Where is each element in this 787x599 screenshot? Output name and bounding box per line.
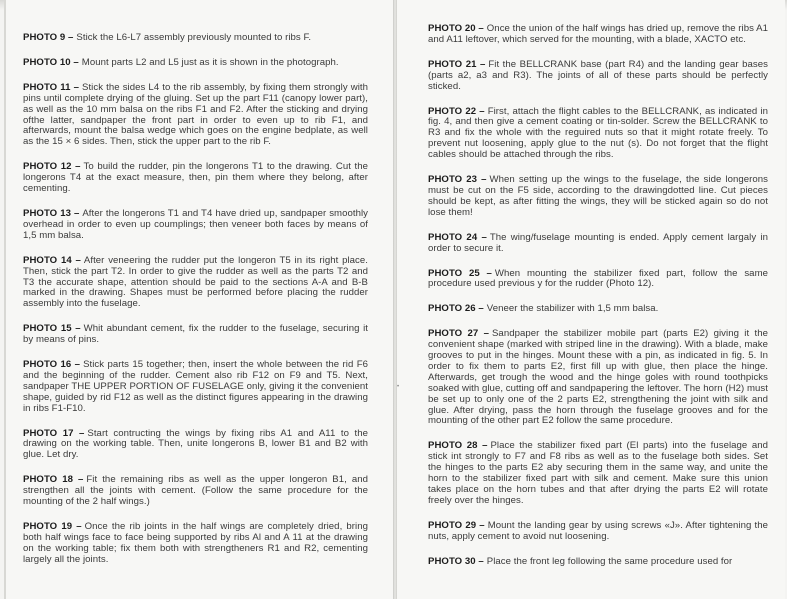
photo-label: PHOTO 16 –: [23, 359, 81, 371]
photo-label: PHOTO 22 –: [428, 105, 485, 117]
scan-speck: •: [397, 384, 400, 390]
photo-text: Fit the BELLCRANK base (part R4) and the landing gear bases (parts a2, a3 and R3). The joints of all of these parts should be perfectly sticked.: [428, 58, 768, 92]
instruction-photo-9: [23, 33, 368, 44]
instruction-photo-19: [23, 522, 368, 566]
photo-text: When mounting the stabilizer fixed part, follow the same procedure used previous y for the rudder (Photo 12).: [428, 267, 768, 290]
instruction-photo-25: [428, 269, 768, 291]
photo-label: PHOTO 17 –: [23, 427, 85, 439]
photo-text: Stick parts 15 together; then, insert the whole between the rid F6 and the beginning of the rudder. Cement also rib F12 on F9 and T5. Next, sandpaper THE UPPER PORTION OF FUSELAGE only, giving it the convenient shape, guided by rid F12 as well as the distinct figures appearing in the drawing in ribs F1-F10.: [23, 359, 369, 414]
photo-text: Mount the landing gear by using screws «J». After tightening the nuts, apply cement to avoid nut loosening.: [428, 519, 768, 542]
instruction-photo-24: [428, 233, 768, 255]
instruction-photo-13: [23, 209, 368, 242]
photo-label: PHOTO 18 –: [23, 474, 84, 486]
photo-label: PHOTO 27 –: [428, 328, 489, 340]
instruction-photo-20: [428, 24, 768, 46]
photo-label: PHOTO 11 –: [23, 81, 79, 93]
photo-text: After the longerons T1 and T4 have dried up, sandpaper smoothly overhead in order to even up coumplings; then veneer both faces by means of 1,5 mm balsa.: [23, 207, 369, 241]
instruction-photo-26: [428, 304, 768, 315]
photo-text: Place the stabilizer fixed part (El parts) into the fuselage and stick int strongly to F7 and F8 ribs as well as to the fuselage both sides. Set the hinges to the parts E2 aby securing them in the same way, and unite the horn to the stabilizer fixed part with silk and cement. Make sure this union takes place on the horn tubes and that after drying the parts E2 will rotate freely over the hinges.: [428, 440, 768, 506]
photo-text: Sandpaper the stabilizer mobile part (parts E2) giving it the convenient shape (marked with striped line in the drawing). With a blade, make grooves to put in the hinges. Mount these with a pin, as indicated in fig. 5. In order to fix them to parts E2, first fill up with glue, then place the hinge. Afterwards, get trough the wood and the hinge goles with round toothpicks soaked with glue, cutting off and sandpapering the leftover. The horn (H2) must be set up to only one of the 2 parts E2, strengthening the joint with silk and glue. After drying, pass the horn through the fuselage grooves and for the mounting of the other part E2 follow the same procedure.: [428, 328, 768, 427]
instruction-photo-11: [23, 83, 368, 148]
photo-text: Place the front leg following the same procedure used for: [486, 555, 733, 567]
instruction-photo-22: [428, 107, 768, 162]
instruction-photo-15: [23, 324, 368, 346]
photo-text: To build the rudder, pin the longerons T1 to the drawing. Cut the longerons T4 at the exact measure, then, pin them where they belong, after cementing.: [23, 161, 368, 195]
photo-label: PHOTO 20 –: [428, 23, 484, 34]
photo-label: PHOTO 24 –: [428, 231, 487, 243]
photo-label: PHOTO 30 –: [428, 555, 484, 567]
photo-text: Stick the L6-L7 assembly previously mounted to ribs F.: [76, 32, 312, 43]
photo-text: Start contructing the wings by fixing ribs A1 and A11 to the drawing on the working table. Then, unite longerons B, lower B1 and B2 with glue. Let dry.: [23, 427, 368, 461]
photo-label: PHOTO 29 –: [428, 519, 485, 531]
instruction-photo-23: [428, 175, 768, 219]
instruction-photo-28: [428, 441, 768, 506]
photo-text: When setting up the wings to the fuselage, the side longerons must be cut on the F5 side, according to the drawingdotted line. Cut pieces should be kept, as after fitting the wings, they will be sticked again so do not lose them!: [428, 174, 768, 218]
instruction-photo-21: [428, 60, 768, 93]
instruction-photo-17: [23, 429, 368, 462]
photo-text: The wing/fuselage mounting is ended. Apply cement largaly in order to secure it.: [428, 231, 768, 254]
instruction-photo-10: [23, 58, 368, 69]
photo-text: Veneer the stabilizer with 1,5 mm balsa.: [486, 303, 659, 315]
photo-text: Fit the remaining ribs as well as the upper longeron B1, and strengthen all the joints with cement. (Follow the same procedure for the mounting of the 2 half wings.): [23, 474, 369, 508]
photo-label: PHOTO 19 –: [23, 521, 82, 532]
photo-text: After veneering the rudder put the longeron T5 in its right place. Then, stick the part T2. In order to give the rudder as well as the parts T2 and T3 the accurate shape, attention should be paid to the sections A-A and B-B marked in the drawing. Shapes must be performed before placing the rudder assembly into the fuselage.: [23, 254, 368, 310]
photo-text: Once the rib joints in the half wings are completely dried, bring both half wings face to face being supported by ribs Al and A 11 at the drawing on the working table; fix them both with strengtheners R1 and R2, cementing largely all the joints.: [23, 521, 368, 565]
photo-text: Whit abundant cement, fix the rudder to the fuselage, securing it by means of pins.: [23, 323, 368, 346]
photo-label: PHOTO 12 –: [23, 161, 81, 173]
photo-label: PHOTO 26 –: [428, 303, 484, 315]
photo-label: PHOTO 9 –: [23, 32, 74, 43]
instruction-photo-30: [428, 557, 768, 568]
photo-label: PHOTO 15 –: [23, 323, 81, 335]
photo-label: PHOTO 13 –: [23, 207, 80, 219]
instruction-photo-27: [428, 329, 768, 427]
instruction-photo-16: [23, 360, 368, 415]
photo-label: PHOTO 10 –: [23, 56, 79, 68]
photo-label: PHOTO 23 –: [428, 174, 487, 186]
right-column: [428, 24, 768, 582]
instruction-photo-12: [23, 162, 368, 195]
photo-text: Mount parts L2 and L5 just as it is shown in the photograph.: [81, 56, 339, 68]
photo-label: PHOTO 14 –: [23, 254, 81, 266]
instruction-photo-18: [23, 475, 368, 508]
photo-label: PHOTO 25 –: [428, 267, 492, 279]
photo-text: First, attach the flight cables to the BELLCRANK, as indicated in fig. 4, and then give a cement coating or tin-solder. Screw the BELLCRANK to R3 and fix the whole with the reguired nuts so that it might rotate freely. To prevent nut loosening, apply glue to the nut (s). Do not forget that the flight cables should be attached through the ribs.: [428, 105, 769, 161]
instruction-photo-14: [23, 256, 368, 311]
left-column: [23, 33, 368, 580]
instruction-photo-29: [428, 521, 768, 543]
photo-text: Once the union of the half wings has dried up, remove the ribs A1 and A11 leftover, which served for the mounting, with a blade, XACTO etc.: [428, 23, 768, 45]
photo-text: Stick the sides L4 to the rib assembly, by fixing them strongly with pins until complete drying of the gluing. Set up the part F11 (canopy lower part), as well as the 10 mm balsa on the ribs F1 and F2. After the sticking and drying ofthe latter, sandpaper the front part in order to even up to rib F1, and afterwards, mount the balsa wedge which goes on the engine bedplate, as well as the 15 × 6 sides. Then, stick the upper part to the rib F.: [23, 81, 369, 148]
photo-label: PHOTO 21 –: [428, 58, 486, 70]
photo-label: PHOTO 28 –: [428, 440, 488, 452]
